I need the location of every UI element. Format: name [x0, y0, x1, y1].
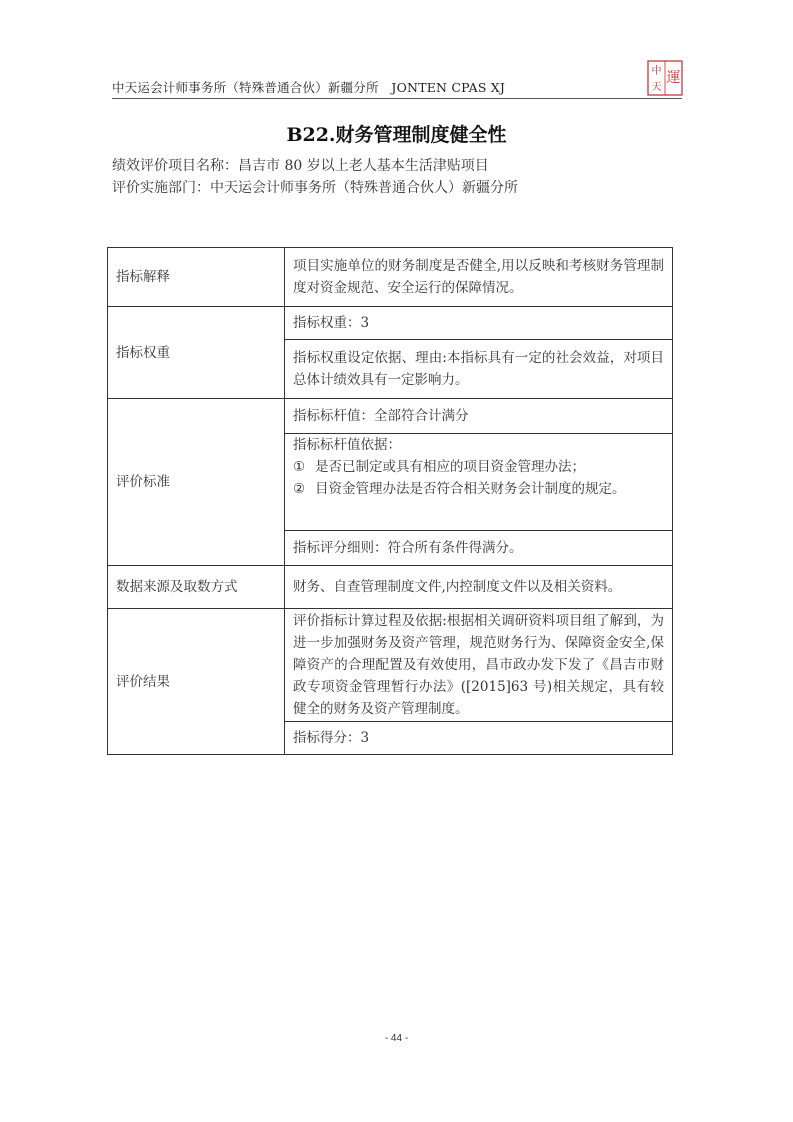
row-label-standard: 评价标准 [108, 399, 285, 566]
row-label-source: 数据来源及取数方式 [108, 566, 285, 609]
row-label-explanation: 指标解释 [108, 248, 285, 307]
table-row-source [108, 566, 673, 609]
header-rule [112, 98, 682, 99]
standard-basis-cell [285, 434, 673, 531]
explanation-text: 项目实施单位的财务制度是否健全,用以反映和考核财务管理制度对资金规范、安全运行的保障情况。 [285, 248, 673, 307]
table-row-weight [108, 307, 673, 340]
standard-scoring: 指标评分细则：符合所有条件得满分。 [285, 531, 673, 566]
list-item [293, 478, 664, 500]
indicator-table [107, 247, 673, 755]
table-row-result [108, 609, 673, 722]
row-label-result: 评价结果 [108, 609, 285, 755]
logo-char-2: 運 [666, 70, 681, 86]
weight-value: 指标权重：3 [285, 307, 673, 340]
table-row-standard [108, 399, 673, 434]
list-item-text: 目资金管理办法是否符合相关财务会计制度的规定。 [315, 481, 626, 497]
result-score: 指标得分：3 [285, 722, 673, 755]
logo-char-1: 中 [651, 66, 662, 77]
logo-char-3: 天 [651, 82, 662, 93]
standard-benchmark: 指标标杆值：全部符合计满分 [285, 399, 673, 434]
result-process: 评价指标计算过程及依据:根据相关调研资料项目组了解到，为进一步加强财务及资产管理，规范财务行为、保障资金安全,保障资产的合理配置及有效使用，昌市政办发下发了《昌吉市财政专项资金管理暂行办法》([2015]63 号)相关规定，具有较健全的财务及资产管理制度。 [285, 609, 673, 722]
standard-basis-title: 指标标杆值依据： [293, 437, 401, 453]
header-firm-name: 中天运会计师事务所（特殊普通合伙）新疆分所 JONTEN CPAS XJ [112, 80, 506, 95]
list-item-number: ② [293, 481, 306, 497]
list-item-text: 是否已制定或具有相应的项目资金管理办法； [315, 459, 585, 475]
weight-basis: 指标权重设定依据、理由:本指标具有一定的社会效益，对项目总体计绩效具有一定影响力。 [285, 340, 673, 399]
page-header [112, 70, 682, 100]
page-number: - 44 - [384, 1033, 409, 1044]
project-name: 绩效评价项目名称：昌吉市 80 岁以上老人基本生活津贴项目 [112, 158, 489, 174]
page-title: B22.财务管理制度健全性 [286, 124, 507, 146]
list-item-number: ① [293, 459, 306, 475]
firm-logo-icon [647, 60, 683, 96]
source-text: 财务、自查管理制度文件,内控制度文件以及相关资料。 [285, 566, 673, 609]
row-label-weight: 指标权重 [108, 307, 285, 399]
implementing-department: 评价实施部门：中天运会计师事务所（特殊普通合伙人）新疆分所 [112, 180, 518, 196]
list-item [293, 456, 664, 478]
table-row-explanation [108, 248, 673, 307]
